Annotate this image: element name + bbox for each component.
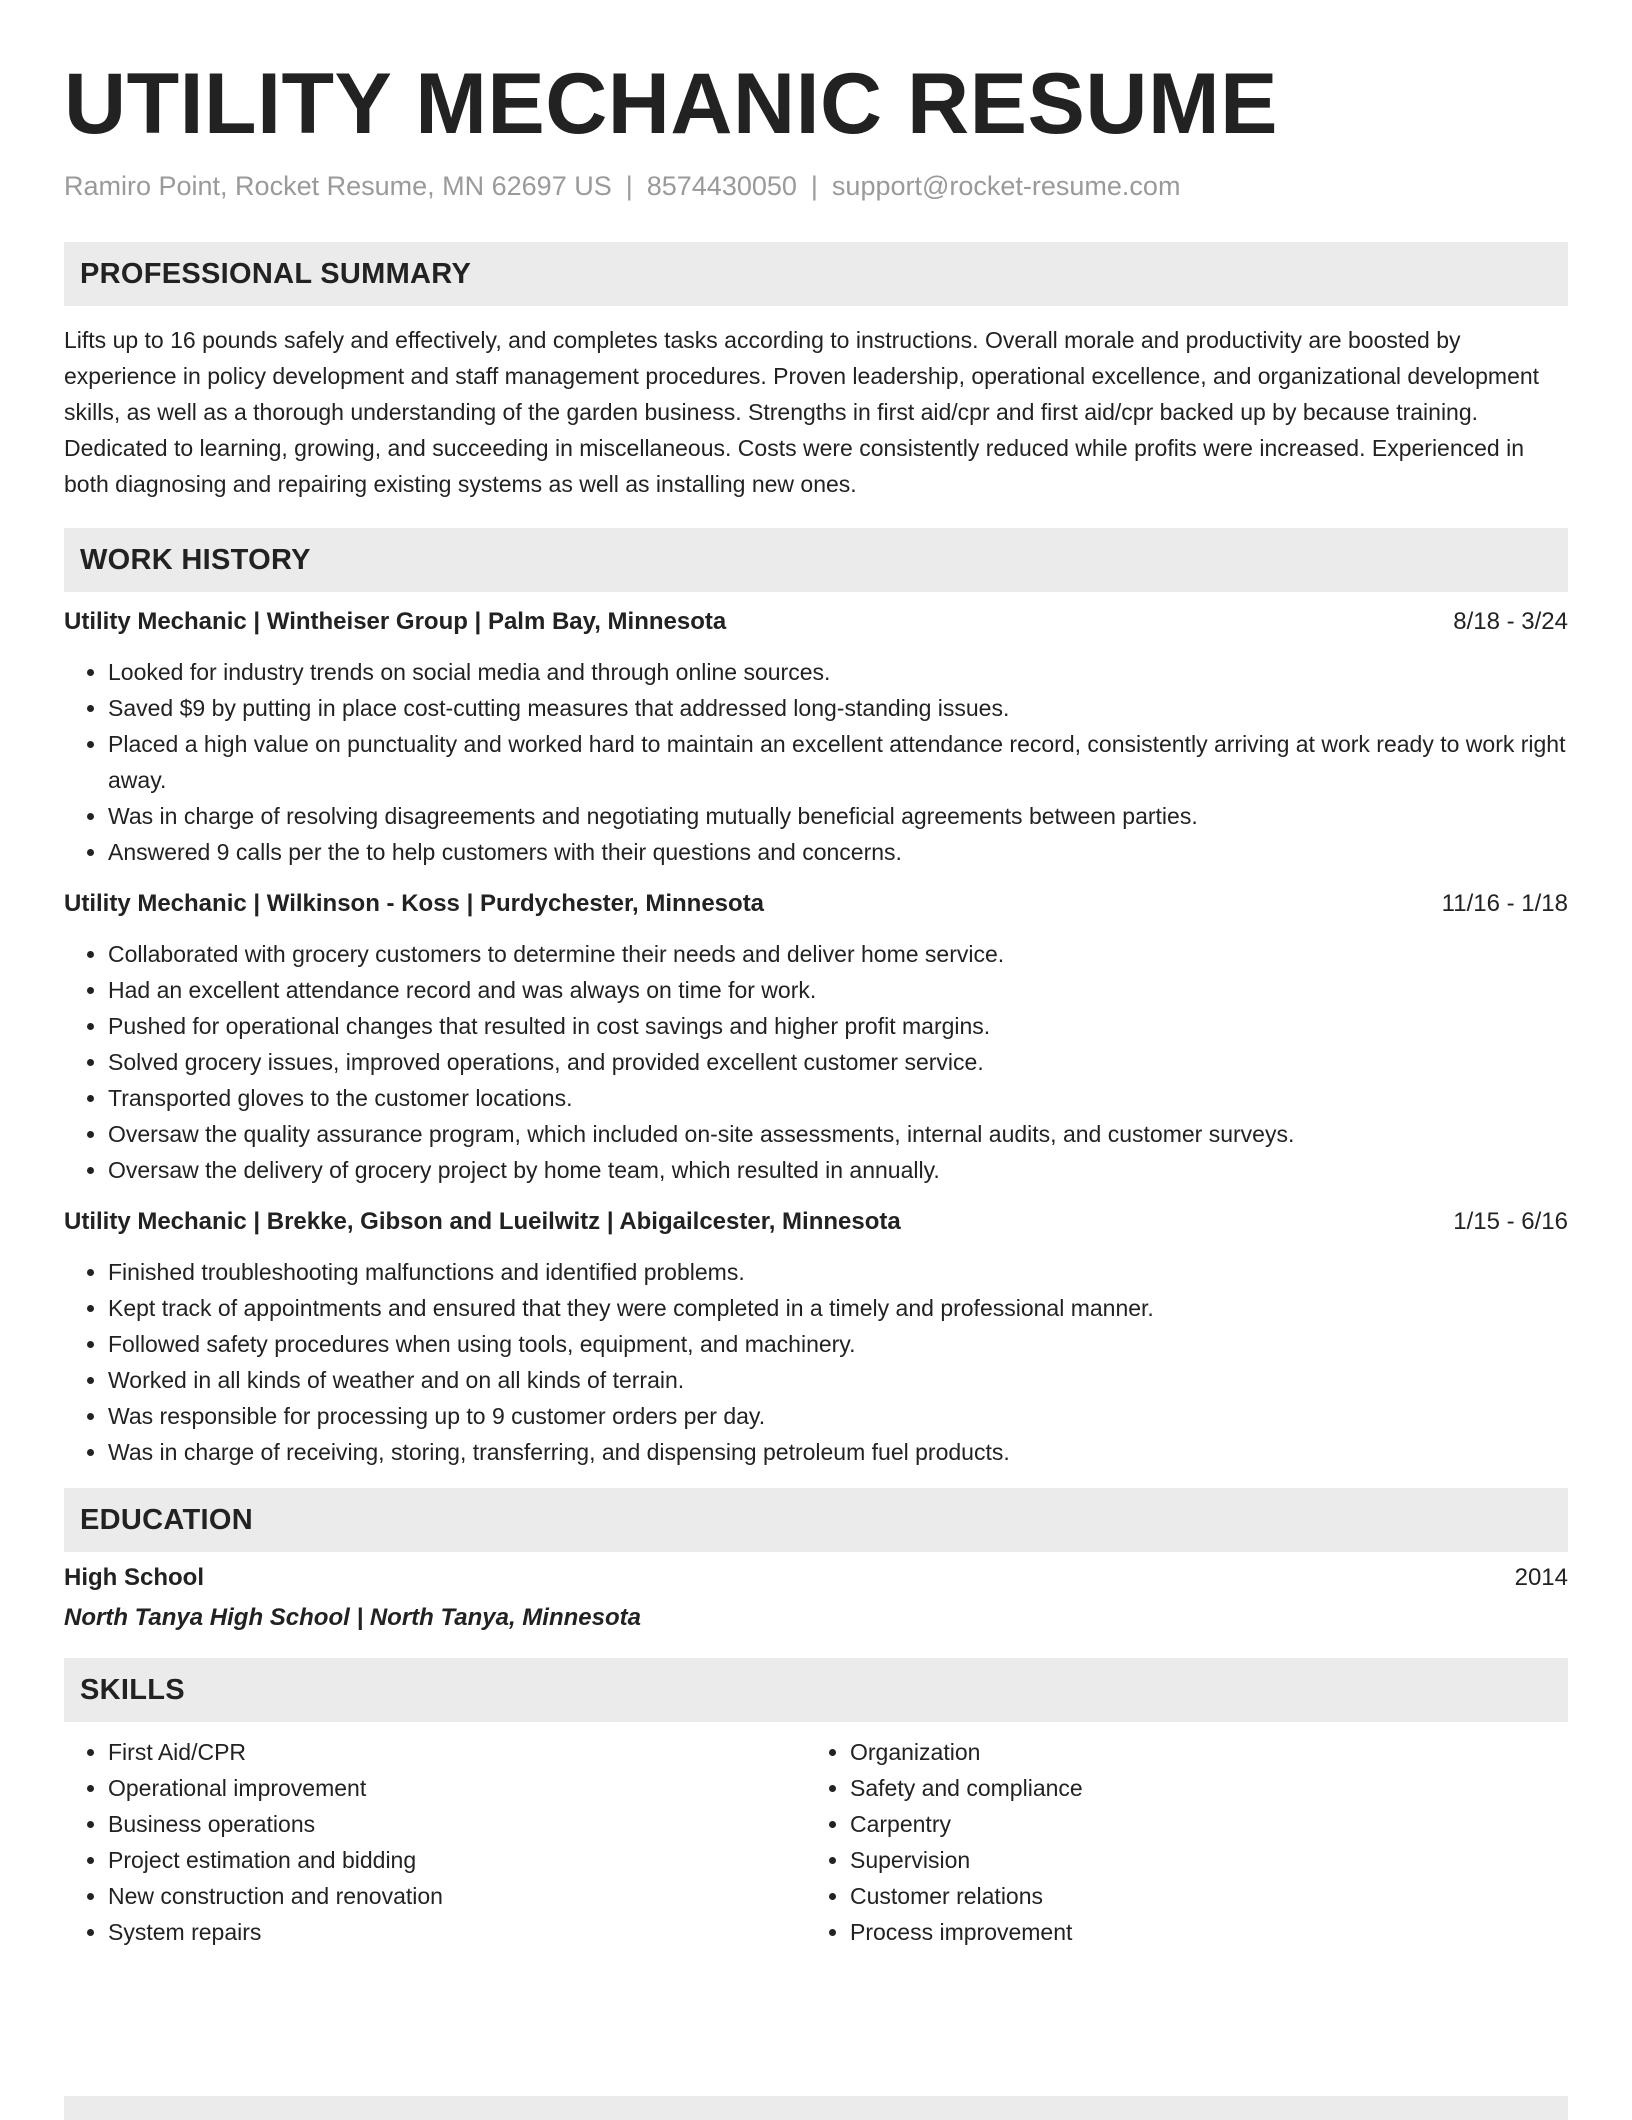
skill-item: • Organization bbox=[850, 1734, 1548, 1770]
job-header bbox=[64, 1204, 1568, 1240]
list-item: • Answered 9 calls per the to help customers with their questions and concerns. bbox=[108, 834, 1568, 870]
list-item: • Oversaw the quality assurance program, which included on-site assessments, internal audits, and customer surveys. bbox=[108, 1116, 1568, 1152]
list-item: • Looked for industry trends on social media and through online sources. bbox=[108, 654, 1568, 690]
job-dates: 8/18 - 3/24 bbox=[1453, 608, 1568, 635]
list-item: • Was in charge of receiving, storing, transferring, and dispensing petroleum fuel products. bbox=[108, 1434, 1568, 1470]
work-section-header bbox=[64, 528, 1568, 592]
job-title: Utility Mechanic | Brekke, Gibson and Lueilwitz | Abigailcester, Minnesota bbox=[64, 1208, 901, 1235]
contact-address: Ramiro Point, Rocket Resume, MN 62697 US bbox=[64, 171, 612, 201]
contact-separator: | bbox=[810, 171, 818, 201]
contact-phone: 8574430050 bbox=[646, 171, 797, 201]
contact-line bbox=[64, 168, 1568, 204]
job-bullets bbox=[64, 936, 1568, 1188]
work-heading: WORK HISTORY bbox=[80, 543, 311, 576]
skill-item: • First Aid/CPR bbox=[108, 1734, 806, 1770]
list-item: • Collaborated with grocery customers to determine their needs and deliver home service. bbox=[108, 936, 1568, 972]
education-header bbox=[64, 1560, 1568, 1596]
skill-item: • Operational improvement bbox=[108, 1770, 806, 1806]
skills-list bbox=[64, 1734, 1568, 1950]
skill-item: • Customer relations bbox=[850, 1878, 1548, 1914]
job-title: Utility Mechanic | Wintheiser Group | Palm Bay, Minnesota bbox=[64, 608, 727, 635]
education-school: North Tanya High School | North Tanya, Minnesota bbox=[64, 1604, 641, 1631]
list-item: • Was responsible for processing up to 9 customer orders per day. bbox=[108, 1398, 1568, 1434]
skills-heading: SKILLS bbox=[80, 1673, 185, 1706]
list-item: • Pushed for operational changes that resulted in cost savings and higher profit margins. bbox=[108, 1008, 1568, 1044]
job-bullets bbox=[64, 654, 1568, 870]
skill-item: • Business operations bbox=[108, 1806, 806, 1842]
skills-column-right bbox=[806, 1734, 1548, 1950]
education-heading: EDUCATION bbox=[80, 1503, 253, 1536]
skill-item: • Safety and compliance bbox=[850, 1770, 1548, 1806]
education-entry bbox=[64, 1560, 1568, 1636]
summary-section-header bbox=[64, 242, 1568, 306]
skill-item: • New construction and renovation bbox=[108, 1878, 806, 1914]
job-header bbox=[64, 604, 1568, 640]
list-item: • Solved grocery issues, improved operations, and provided excellent customer service. bbox=[108, 1044, 1568, 1080]
skill-item: • Supervision bbox=[850, 1842, 1548, 1878]
job-entry bbox=[64, 604, 1568, 870]
job-dates: 11/16 - 1/18 bbox=[1441, 890, 1568, 917]
skills-column-left bbox=[64, 1734, 806, 1950]
list-item: • Followed safety procedures when using tools, equipment, and machinery. bbox=[108, 1326, 1568, 1362]
list-item: • Transported gloves to the customer locations. bbox=[108, 1080, 1568, 1116]
job-entry bbox=[64, 886, 1568, 1188]
next-section-bar bbox=[64, 2096, 1568, 2120]
education-section-header bbox=[64, 1488, 1568, 1552]
list-item: • Was in charge of resolving disagreements and negotiating mutually beneficial agreements between parties. bbox=[108, 798, 1568, 834]
summary-text: Lifts up to 16 pounds safely and effectively, and completes tasks according to instructions. Overall morale and productivity are boosted by experience in policy development and staff management procedures. Proven leadership, operational excellence, and organizational development skills, as well as a thorough understanding of the garden business. Strengths in first aid/cpr and first aid/cpr backed up by because training. Dedicated to learning, growing, and succeeding in miscellaneous. Costs were consistently reduced while profits were increased. Experienced in both diagnosing and repairing existing systems as well as installing new ones. bbox=[64, 327, 1540, 497]
job-header bbox=[64, 886, 1568, 922]
list-item: • Worked in all kinds of weather and on all kinds of terrain. bbox=[108, 1362, 1568, 1398]
list-item: • Oversaw the delivery of grocery project by home team, which resulted in annually. bbox=[108, 1152, 1568, 1188]
resume-title: UTILITY MECHANIC RESUME bbox=[64, 56, 1278, 152]
contact-separator: | bbox=[625, 171, 633, 201]
education-year: 2014 bbox=[1514, 1564, 1568, 1591]
list-item: • Saved $9 by putting in place cost-cutting measures that addressed long-standing issues. bbox=[108, 690, 1568, 726]
skill-item: • Carpentry bbox=[850, 1806, 1548, 1842]
job-bullets bbox=[64, 1254, 1568, 1470]
job-dates: 1/15 - 6/16 bbox=[1453, 1208, 1568, 1235]
list-item: • Placed a high value on punctuality and worked hard to maintain an excellent attendance record, consistently arriving at work ready to work right away. bbox=[108, 726, 1568, 798]
list-item: • Kept track of appointments and ensured that they were completed in a timely and professional manner. bbox=[108, 1290, 1568, 1326]
skill-item: • Process improvement bbox=[850, 1914, 1548, 1950]
skill-item: • Project estimation and bidding bbox=[108, 1842, 806, 1878]
education-degree: High School bbox=[64, 1564, 204, 1591]
job-entry bbox=[64, 1204, 1568, 1470]
skill-item: • System repairs bbox=[108, 1914, 806, 1950]
list-item: • Had an excellent attendance record and was always on time for work. bbox=[108, 972, 1568, 1008]
contact-email: support@rocket-resume.com bbox=[831, 171, 1181, 201]
summary-heading: PROFESSIONAL SUMMARY bbox=[80, 257, 472, 290]
skills-section-header bbox=[64, 1658, 1568, 1722]
list-item: • Finished troubleshooting malfunctions and identified problems. bbox=[108, 1254, 1568, 1290]
job-title: Utility Mechanic | Wilkinson - Koss | Purdychester, Minnesota bbox=[64, 890, 765, 917]
